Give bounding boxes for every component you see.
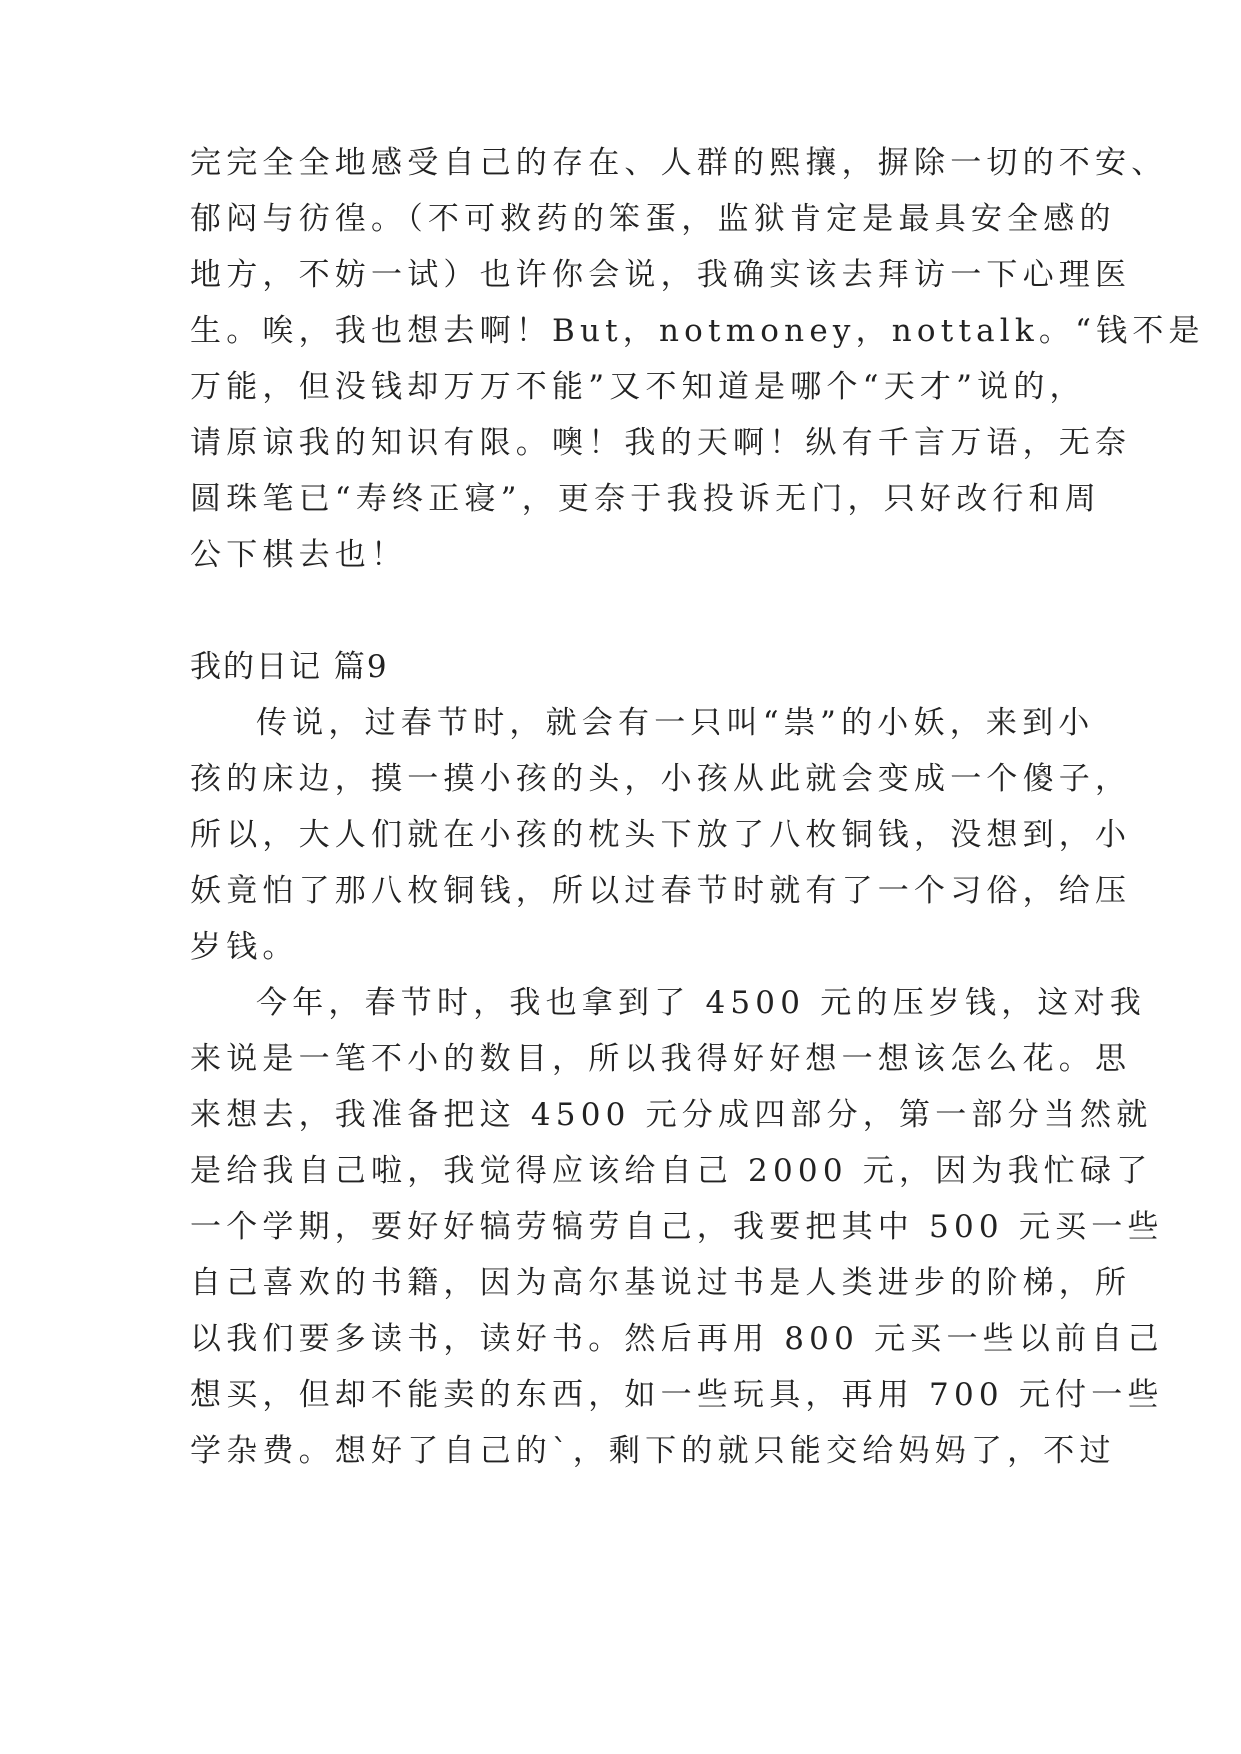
text-line: 请原谅我的知识有限。噢！我的天啊！纵有千言万语，无奈 (190, 425, 1132, 461)
text-line: 自己喜欢的书籍，因为高尔基说过书是人类进步的阶梯，所 (190, 1265, 1132, 1301)
text-line: 郁闷与彷徨。（不可救药的笨蛋，监狱肯定是最具安全感的 (190, 201, 1116, 237)
text-line: 地方，不妨一试）也许你会说，我确实该去拜访一下心理医 (190, 257, 1132, 293)
text-line: 以我们要多读书，读好书。然后再用 800 元买一些以前自己 (190, 1321, 1164, 1357)
text-line: 妖竟怕了那八枚铜钱，所以过春节时就有了一个习俗，给压 (190, 873, 1132, 909)
text-line: 来说是一笔不小的数目，所以我得好好想一想该怎么花。思 (190, 1041, 1132, 1077)
text-line: 完完全全地感受自己的存在、人群的熙攘，摒除一切的不安、 (190, 145, 1168, 181)
text-line: 岁钱。 (190, 929, 299, 965)
text-line: 万能，但没钱却万万不能”又不知道是哪个“天才”说的， (190, 369, 1086, 405)
text-line: 传说，过春节时，就会有一只叫“祟”的小妖，来到小 (256, 705, 1095, 741)
text-line: 学杂费。想好了自己的`，剩下的就只能交给妈妈了，不过 (190, 1433, 1116, 1469)
text-line: 所以，大人们就在小孩的枕头下放了八枚铜钱，没想到，小 (190, 817, 1132, 853)
text-line: 是给我自己啦，我觉得应该给自己 2000 元，因为我忙碌了 (190, 1153, 1153, 1189)
text-line: 孩的床边，摸一摸小孩的头，小孩从此就会变成一个傻子， (190, 761, 1132, 797)
text-line: 想买，但却不能卖的东西，如一些玩具，再用 700 元付一些 (190, 1377, 1164, 1413)
text-line: 一个学期，要好好犒劳犒劳自己，我要把其中 500 元买一些 (190, 1209, 1164, 1245)
text-line: 来想去，我准备把这 4500 元分成四部分，第一部分当然就 (190, 1097, 1153, 1133)
section-heading: 我的日记 篇9 (190, 649, 389, 685)
text-line: 今年，春节时，我也拿到了 4500 元的压岁钱，这对我 (256, 985, 1146, 1021)
text-line: 公下棋去也！ (190, 537, 408, 573)
text-line: 圆珠笔已“寿终正寝”，更奈于我投诉无门，只好改行和周 (190, 481, 1101, 517)
text-line: 生。唉，我也想去啊！But，notmoney，nottalk。“钱不是 (190, 313, 1205, 349)
